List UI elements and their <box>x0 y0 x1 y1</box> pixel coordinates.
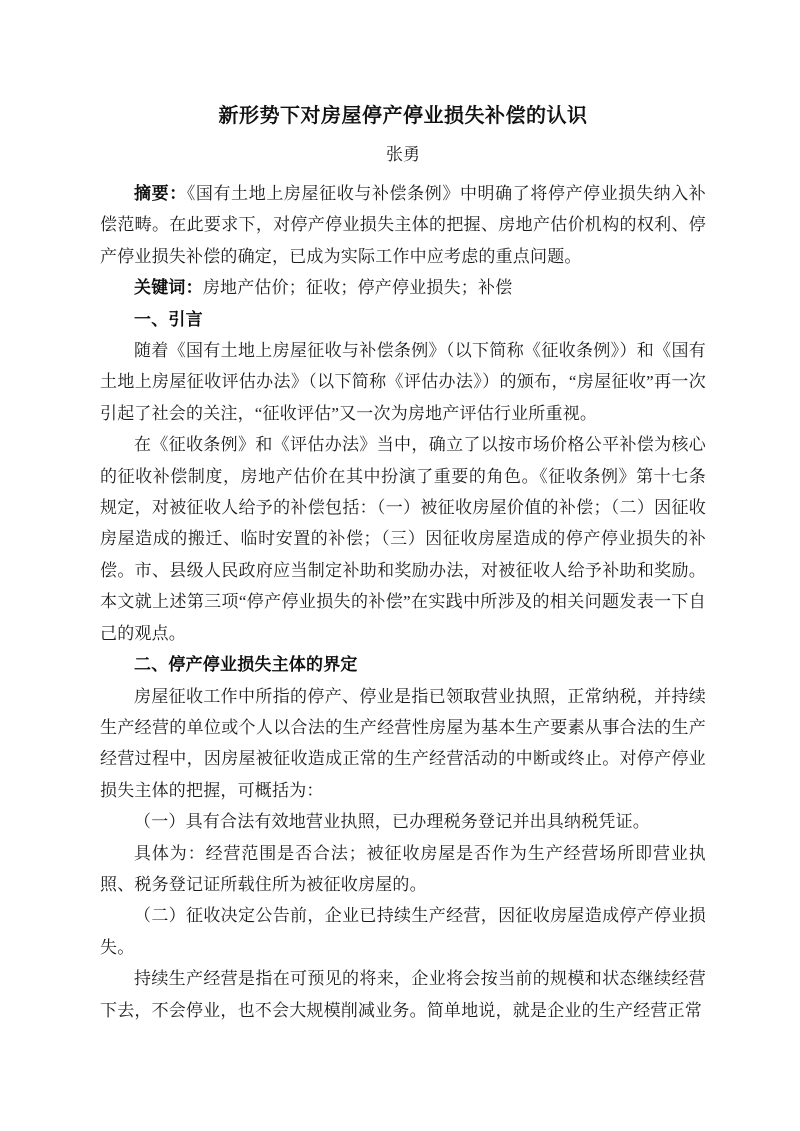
keywords-paragraph <box>100 272 706 303</box>
body-paragraph: 持续生产经营是指在可预见的将来，企业将会按当前的规模和状态继续经营下去，不会停业，也不会大规模削减业务。简单地说，就是企业的生产经营正常 <box>100 969 706 1020</box>
section-heading-loss-subject: 二、停产停业损失主体的界定 <box>134 655 358 675</box>
document-body <box>100 178 706 1026</box>
body-paragraph: （二）征收决定公告前，企业已持续生产经营，因征收房屋造成停产停业损失。 <box>100 906 706 957</box>
keywords-text: 房地产估价；征收；停产停业损失；补偿 <box>202 278 513 298</box>
body-paragraph: （一）具有合法有效地营业执照，已办理税务登记并出具纳税凭证。 <box>134 812 650 832</box>
body-paragraph: 具体为：经营范围是否合法；被征收房屋是否作为生产经营场所即营业执照、税务登记证所载住所为被征收房屋的。 <box>100 843 706 894</box>
abstract-label: 摘要： <box>134 184 187 203</box>
document-content <box>100 102 706 1026</box>
author-name: 张勇 <box>386 145 420 164</box>
abstract-paragraph <box>100 178 706 272</box>
keywords-label: 关键词： <box>134 278 203 298</box>
section-heading-introduction: 一、引言 <box>134 309 203 329</box>
body-paragraph: 在《征收条例》和《评估办法》当中，确立了以按市场价格公平补偿为核心的征收补偿制度，房地产估价在其中扮演了重要的角色。《征收条例》第十七条规定，对被征收人给予的补偿包括：（一）被征收房屋价值的补偿；（二）因征收房屋造成的搬迁、临时安置的补偿；（三）因征收房屋造成的停产停业损失的补偿。市、县级人民政府应当制定补助和奖励办法，对被征收人给予补助和奖励。本文就上述第三项“停产停业损失的补偿”在实践中所涉及的相关问题发表一下自己的观点。 <box>100 435 706 643</box>
body-paragraph: 随着《国有土地上房屋征收与补偿条例》（以下简称《征收条例》）和《国有土地上房屋征收评估办法》（以下简称《评估办法》）的颁布，“房屋征收”再一次引起了社会的关注，“征收评估”又一次为房地产评估行业所重视。 <box>100 341 706 423</box>
page-title: 新形势下对房屋停产停业损失补偿的认识 <box>218 105 588 127</box>
abstract-text: 《国有土地上房屋征收与补偿条例》中明确了将停产停业损失纳入补偿范畴。在此要求下，对停产停业损失主体的把握、房地产估价机构的权利、停产停业损失补偿的确定，已成为实际工作中应考虑的重点问题。 <box>100 184 706 266</box>
body-paragraph: 房屋征收工作中所指的停产、停业是指已领取营业执照，正常纳税，并持续生产经营的单位或个人以合法的生产经营性房屋为基本生产要素从事合法的生产经营过程中，因房屋被征收造成正常的生产经营活动的中断或终止。对停产停业损失主体的把握，可概括为： <box>100 686 706 800</box>
